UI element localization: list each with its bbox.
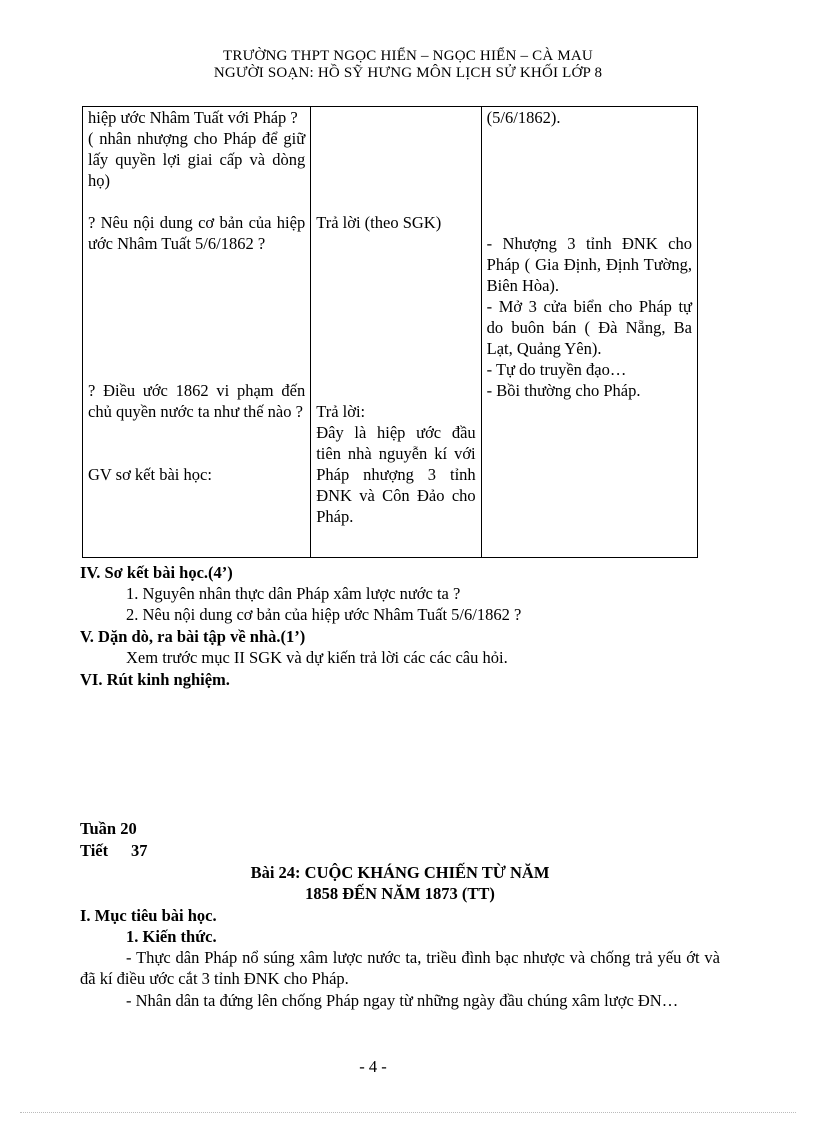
- objectives-heading: I. Mục tiêu bài học.: [80, 906, 217, 925]
- section-6-title: VI. Rút kinh nghiệm.: [80, 670, 230, 689]
- content-item: - Tự do truyền đạo…: [486, 360, 627, 379]
- knowledge-paragraph: - Nhân dân ta đứng lên chống Pháp ngay từ những ngày đầu chúng xâm lược ĐN…: [126, 991, 679, 1010]
- lesson-subtitle: 1858 ĐẾN NĂM 1873 (TT): [305, 884, 495, 903]
- period-label: Tiết: [80, 841, 109, 860]
- content-item: - Mở 3 cửa biển cho Pháp tự do buôn bán ( Đà Nẵng, Ba Lạt, Quảng Yên).: [486, 297, 692, 358]
- knowledge-paragraph: - Thực dân Pháp nổ súng xâm lược nước ta, triều đình bạc nhược và chống trả yếu ớt và đã kí điều ước cắt 3 tỉnh ĐNK cho Pháp.: [80, 948, 720, 988]
- page-number: - 4 -: [359, 1057, 387, 1076]
- period-number: 37: [131, 841, 148, 860]
- teacher-note: ( nhân nhượng cho Pháp để giữ lấy quyền lợi giai cấp và dòng họ): [88, 129, 306, 190]
- lesson-table: [82, 106, 698, 558]
- section-4-title: IV. Sơ kết bài học.(4’): [80, 563, 233, 582]
- question-content: ? Nêu nội dung cơ bản của hiệp ước Nhâm Tuất 5/6/1862 ?: [88, 213, 306, 253]
- answer-text: Đây là hiệp ước đầu tiên nhà nguyễn kí với Pháp nhượng 3 tỉnh ĐNK và Côn Đảo cho Pháp.: [316, 423, 476, 526]
- answer-label: Trả lời:: [316, 402, 366, 421]
- content-item: - Bồi thường cho Pháp.: [486, 381, 641, 400]
- header-author: NGƯỜI SOẠN: HỒ SỸ HƯNG MÔN LỊCH SỬ KHỐI LỚP 8: [213, 65, 603, 81]
- knowledge-heading: 1. Kiến thức.: [126, 927, 217, 946]
- header-school: TRƯỜNG THPT NGỌC HIỂN – NGỌC HIỂN – CÀ MAU: [223, 48, 593, 64]
- content-item: - Nhượng 3 tỉnh ĐNK cho Pháp ( Gia Định, Định Tường, Biên Hòa).: [486, 234, 692, 295]
- table-row: [83, 107, 698, 558]
- review-question-1: 1. Nguyên nhân thực dân Pháp xâm lược nước ta ?: [126, 584, 461, 603]
- section-5-title: V. Dặn dò, ra bài tập về nhà.(1’): [80, 627, 306, 646]
- question-cont: hiệp ước Nhâm Tuất với Pháp ?: [88, 108, 298, 127]
- question-column: [83, 107, 311, 558]
- week-label: Tuần 20: [80, 819, 137, 838]
- homework-text: Xem trước mục II SGK và dự kiến trả lời các các câu hỏi.: [126, 648, 508, 667]
- lesson-title: Bài 24: CUỘC KHÁNG CHIẾN TỪ NĂM: [250, 863, 550, 882]
- content-column: [481, 107, 697, 558]
- treaty-date: (5/6/1862).: [486, 108, 561, 127]
- question-sovereignty: ? Điều ước 1862 vi phạm đến chủ quyền nước ta như thế nào ?: [88, 381, 306, 421]
- answer-column: [311, 107, 481, 558]
- answer-sgk: Trả lời (theo SGK): [316, 213, 442, 232]
- page-footer-rule: [20, 1112, 796, 1113]
- summary-label: GV sơ kết bài học:: [88, 465, 212, 484]
- review-question-2: 2. Nêu nội dung cơ bản của hiệp ước Nhâm Tuất 5/6/1862 ?: [126, 605, 522, 624]
